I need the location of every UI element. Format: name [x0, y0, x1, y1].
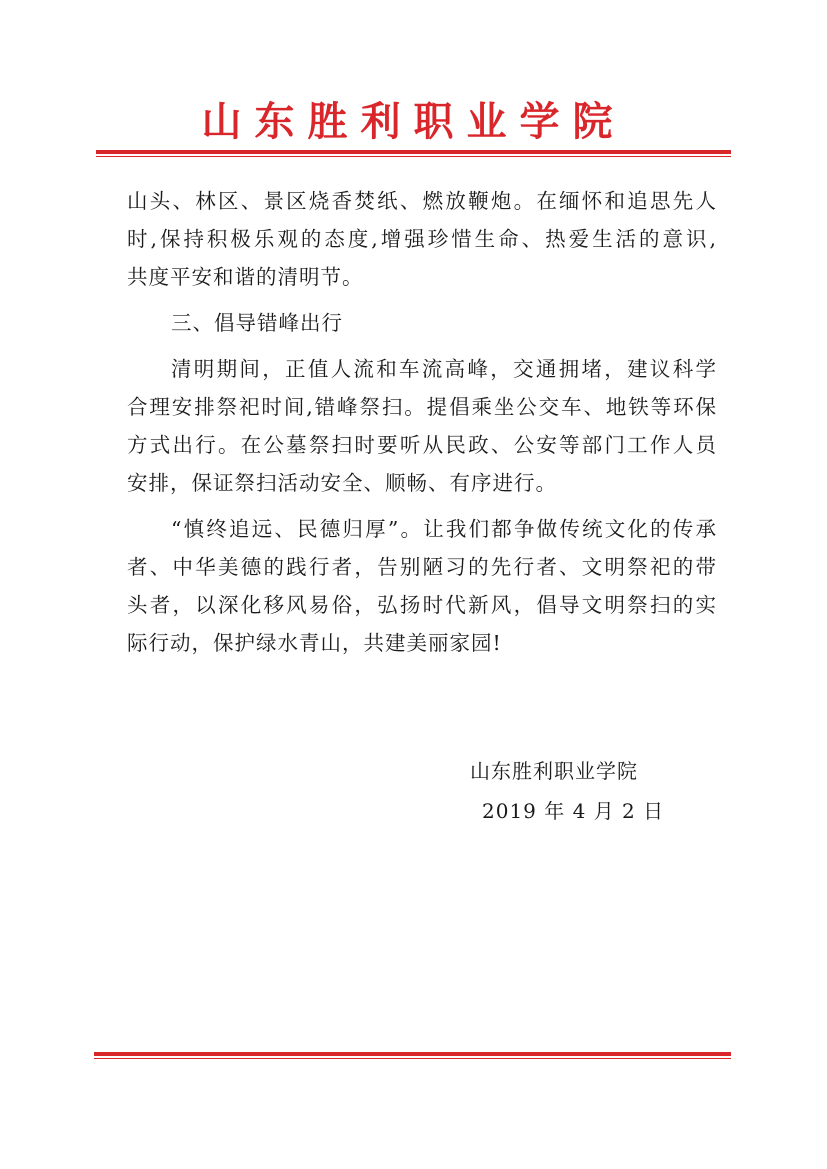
- letterhead-divider-thin: [96, 156, 731, 157]
- text-line: 头者，以深化移风易俗，弘扬时代新风，倡导文明祭扫的实: [127, 593, 717, 617]
- text-line: 合理安排祭祀时间,错峰祭扫。提倡乘坐公交车、地铁等环保: [127, 395, 717, 419]
- letterhead-title: 山东胜利职业学院: [201, 98, 626, 145]
- letterhead-divider-thick: [96, 150, 731, 154]
- signature-organization: 山东胜利职业学院: [470, 759, 638, 783]
- paragraph-travel: [127, 350, 717, 502]
- text-line: 际行动，保护绿水青山，共建美丽家园!: [127, 631, 502, 655]
- signature-block: [470, 751, 664, 831]
- text-line: 共度平安和谐的清明节。: [127, 265, 364, 289]
- paragraph-continuation: [127, 182, 717, 296]
- text-line: “慎终追远、民德归厚”。让我们都争做传统文化的传承: [171, 517, 717, 541]
- footer-divider-thick: [94, 1052, 731, 1056]
- section-heading-text: 三、倡导错峰出行: [171, 311, 343, 335]
- text-line: 者、中华美德的践行者，告别陋习的先行者、文明祭祀的带: [127, 555, 717, 579]
- paragraph-closing: [127, 510, 717, 662]
- text-line: 方式出行。在公墓祭扫时要听从民政、公安等部门工作人员: [127, 433, 717, 457]
- footer-divider-thin: [94, 1058, 731, 1059]
- text-line: 清明期间，正值人流和车流高峰，交通拥堵，建议科学: [171, 357, 717, 381]
- text-line: 安排，保证祭扫活动安全、顺畅、有序进行。: [127, 471, 557, 495]
- text-line: 时,保持积极乐观的态度,增强珍惜生命、热爱生活的意识,: [127, 227, 717, 251]
- section-heading: [127, 304, 717, 342]
- text-line: 山头、林区、景区烧香焚纸、燃放鞭炮。在缅怀和追思先人: [127, 189, 717, 213]
- signature-date: 2019 年 4 月 2 日: [482, 799, 665, 823]
- document-body: [127, 182, 717, 670]
